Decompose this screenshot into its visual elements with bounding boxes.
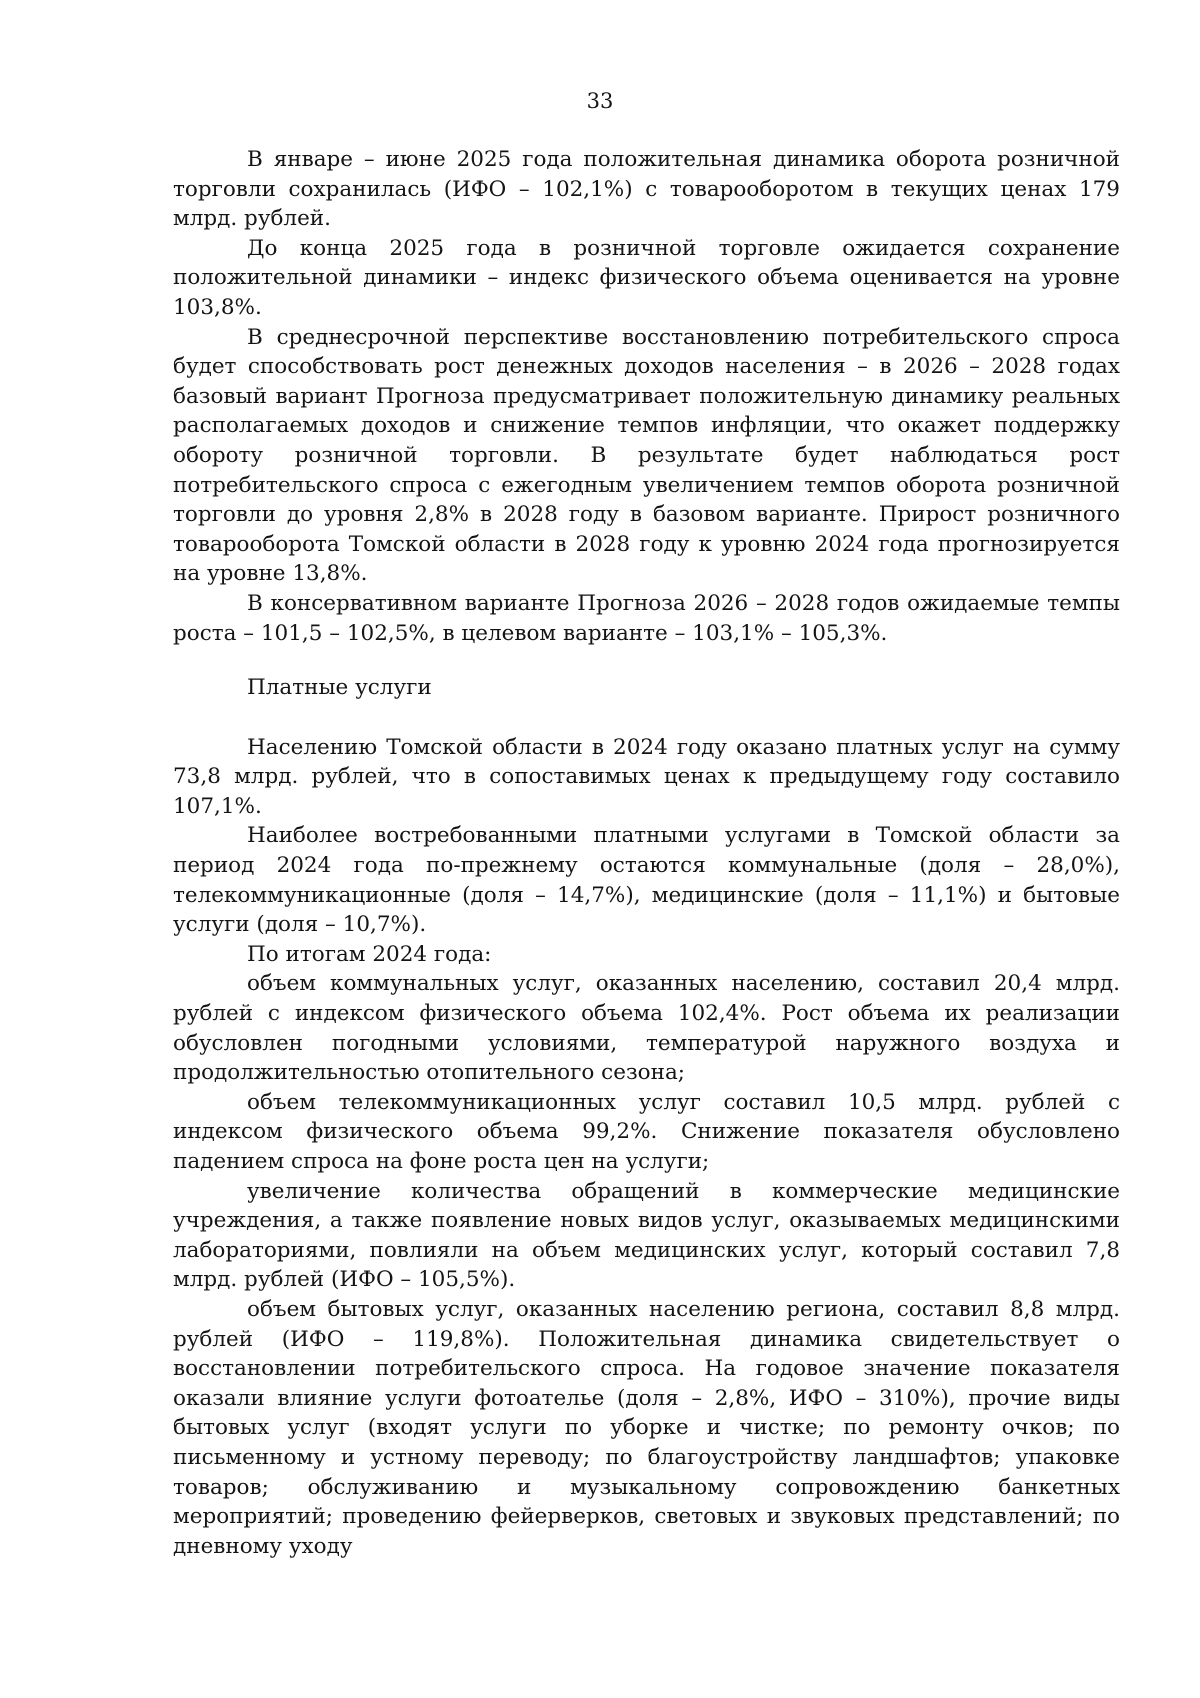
paragraph-paid-services-structure: Наиболее востребованными платными услугами в Томской области за период 2024 года по-прежнему остаются коммунальные (доля – 28,0%), телекоммуникационные (доля – 14,7%), медицинские (доля – 11,1%) и бытовые услуги (доля – 10,7%). xyxy=(173,823,1120,938)
paragraph-results-intro: По итогам 2024 года: xyxy=(247,941,492,967)
paragraph-communal-services: объем коммунальных услуг, оказанных населению, составил 20,4 млрд. рублей с индексом физического объема 102,4%. Рост объема их реализации обусловлен погодными условиями, температурой наружного воздуха и продолжительностью отопительного сезона; xyxy=(173,971,1120,1086)
document-body xyxy=(173,145,1120,1561)
paragraph-retail-scenarios: В консервативном варианте Прогноза 2026 – 2028 годов ожидаемые темпы роста – 101,5 – 102,5%, в целевом варианте – 103,1% – 105,3%. xyxy=(173,590,1120,646)
paragraph-retail-year-end: До конца 2025 года в розничной торговле ожидается сохранение положительной динамики – индекс физического объема оценивается на уровне 103,8%. xyxy=(173,235,1120,320)
paragraph-medical-services: увеличение количества обращений в коммерческие медицинские учреждения, а также появление новых видов услуг, оказываемых медицинскими лабораториями, повлияли на объем медицинских услуг, который составил 7,8 млрд. рублей (ИФО – 105,5%). xyxy=(173,1178,1120,1293)
page-number: 33 xyxy=(586,89,614,113)
section-heading-paid-services: Платные услуги xyxy=(247,675,432,701)
paragraph-paid-services-total: Населению Томской области в 2024 году оказано платных услуг на сумму 73,8 млрд. рублей, что в сопоставимых ценах к предыдущему году составило 107,1%. xyxy=(173,734,1120,819)
paragraph-retail-jan-jun: В январе – июне 2025 года положительная динамика оборота розничной торговли сохранилась (ИФО – 102,1%) с товарооборотом в текущих ценах 179 млрд. рублей. xyxy=(173,147,1120,232)
paragraph-household-services: объем бытовых услуг, оказанных населению региона, составил 8,8 млрд. рублей (ИФО – 119,8%). Положительная динамика свидетельствует о восстановлении потребительского спроса. На годовое значение показателя оказали влияние услуги фотоателье (доля – 2,8%, ИФО – 310%), прочие виды бытовых услуг (входят услуги по уборке и чистке; по ремонту очков; по письменному и устному переводу; по благоустройству ландшафтов; упаковке товаров; обслуживанию и музыкальному сопровождению банкетных мероприятий; проведению фейерверков, световых и звуковых представлений; по дневному уходу xyxy=(173,1296,1120,1559)
paragraph-telecom-services: объем телекоммуникационных услуг составил 10,5 млрд. рублей с индексом физического объема 99,2%. Снижение показателя обусловлено падением спроса на фоне роста цен на услуги; xyxy=(173,1089,1120,1174)
paragraph-retail-mid-term: В среднесрочной перспективе восстановлению потребительского спроса будет способствовать рост денежных доходов населения – в 2026 – 2028 годах базовый вариант Прогноза предусматривает положительную динамику реальных располагаемых доходов и снижение темпов инфляции, что окажет поддержку обороту розничной торговли. В результате будет наблюдаться рост потребительского спроса с ежегодным увеличением темпов оборота розничной торговли до уровня 2,8% в 2028 году в базовом варианте. Прирост розничного товарооборота Томской области в 2028 году к уровню 2024 года прогнозируется на уровне 13,8%. xyxy=(173,324,1120,587)
